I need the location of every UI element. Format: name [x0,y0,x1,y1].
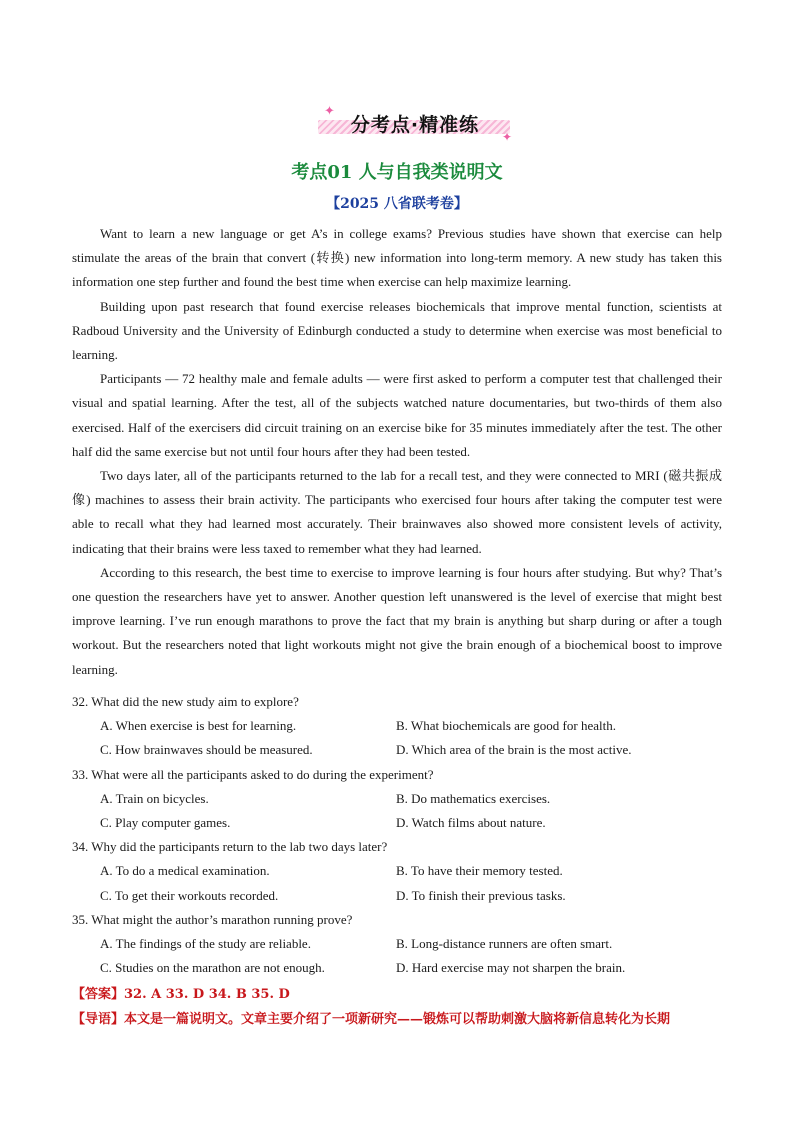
option-a: A. To do a medical examination. [100,863,270,879]
option-d: D. Watch films about nature. [396,814,546,830]
question-list [72,690,722,980]
passage-paragraph: According to this research, the best time to exercise to improve learning is four hours after studying. But why? That’s one question the researchers have yet to answer. Another question left unanswered is the level of exercise that might best improve learning. I’ve run enough marathons to prove the fact that my brain is anything but sharp during or after a tough workout. But the researchers noted that light workouts might not give the brain enough of a biochemical boost to improve learning. [72,564,722,677]
option-b: B. To have their memory tested. [396,863,563,879]
option-d: D. Hard exercise may not sharpen the brain. [396,960,626,976]
passage-paragraph: Participants — 72 healthy male and female adults — were first asked to perform a computer test that challenged their visual and spatial learning. After the test, all of the subjects watched nature documentaries, but two-thirds of them also exercised. Half of the exercisers did circuit training on an exercise bike for 35 minutes immediately after the test. The other half did the same exercise but not until four hours after they had been tested. [72,371,722,459]
option-c: C. Play computer games. [100,814,231,830]
option-d: D. To finish their previous tasks. [396,887,566,903]
option-c: C. How brainwaves should be measured. [100,742,313,758]
passage-paragraph: Two days later, all of the participants returned to the lab for a recall test, and they were connected to MRI (磁共振成像) machines to assess their brain activity. The participants who exercised four hours after taking the computer test were able to recall what they had learned most accurately. Their brainwaves also showed more consistent levels of activity, indicating that their brains were less taxed to remember what they had learned. [72,468,722,556]
question-34 [72,835,722,908]
option-a: A. Train on bicycles. [100,790,209,806]
question-stem: 32. What did the new study aim to explore? [72,694,299,709]
answer-key: 【答案】32. A 33. D 34. B 35. D [72,987,290,1002]
option-c: C. To get their workouts recorded. [100,887,279,903]
option-c: C. Studies on the marathon are not enough. [100,960,325,976]
question-35 [72,908,722,981]
guide-text: 【导语】本文是一篇说明文。文章主要介绍了一项新研究——锻炼可以帮助刺激大脑将新信息转化为长期 [72,1012,671,1027]
question-33 [72,763,722,836]
option-d: D. Which area of the brain is the most active. [396,742,632,758]
topic-title: 考点01 人与自我类说明文 [291,162,503,183]
sparkle-icon: ✦ [502,130,513,144]
option-b: B. Long-distance runners are often smart. [396,935,613,951]
question-stem: 35. What might the author’s marathon running prove? [72,911,353,927]
passage-paragraph: Building upon past research that found exercise releases biochemicals that improve mental function, scientists at Radboud University and the University of Edinburgh conducted a study to determine when exercise was most beneficial to learning. [72,298,722,363]
option-b: B. Do mathematics exercises. [396,790,551,806]
option-a: A. When exercise is best for learning. [100,718,297,734]
sparkle-icon: ✦ [324,104,335,119]
section-title: 分考点·精准练 [350,114,480,136]
passage-paragraph: Want to learn a new language or get A’s in college exams? Previous studies have shown that exercise can help stimulate the areas of the brain that convert (转换) new information into long-term memory. A new study has taken this information one step further and found the best time when exercise can help maximize learning. [72,226,722,290]
question-stem: 33. What were all the participants asked to do during the experiment? [72,766,434,782]
option-b: B. What biochemicals are good for health. [396,718,616,734]
option-a: A. The findings of the study are reliable. [100,935,311,951]
exam-source: 【2025 八省联考卷】 [326,196,468,212]
section-banner [310,104,520,144]
question-32 [72,690,722,763]
question-stem: 34. Why did the participants return to the lab two days later? [72,839,388,855]
reading-passage [72,222,722,682]
